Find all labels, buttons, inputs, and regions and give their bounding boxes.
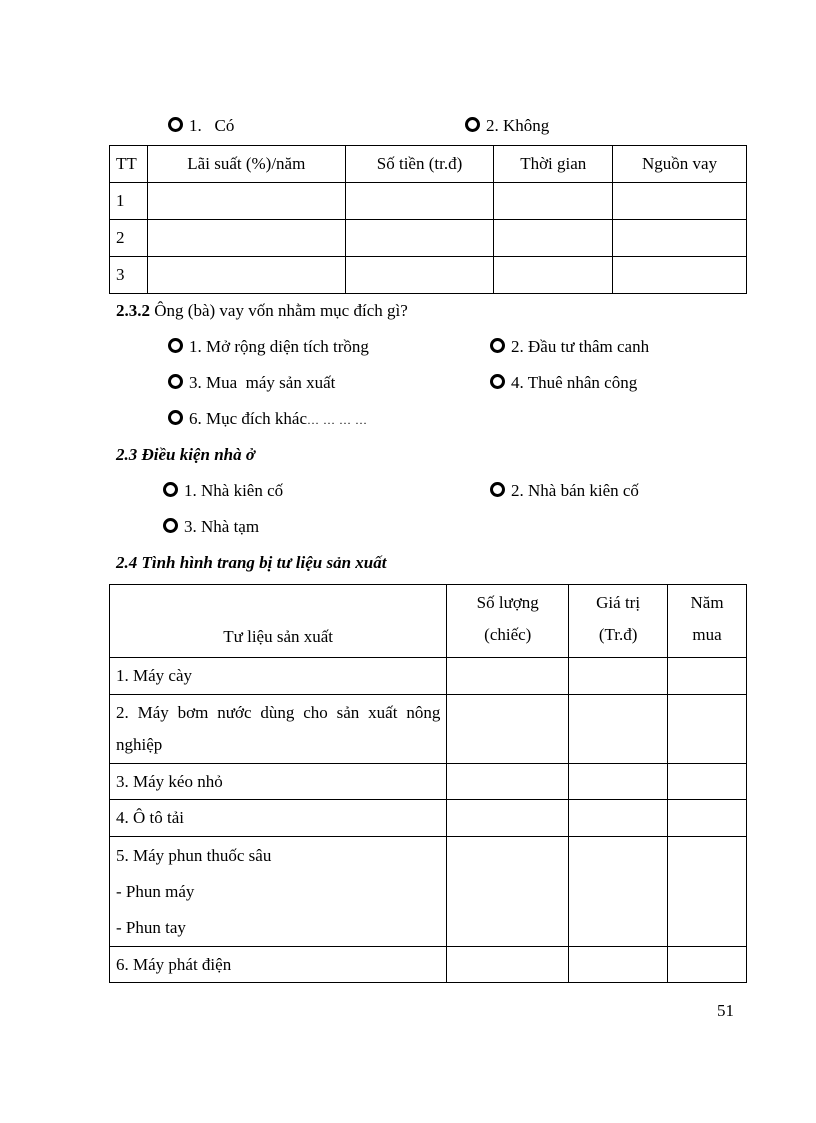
loan-table [109, 145, 747, 294]
option-loan-no[interactable] [465, 116, 549, 136]
option-label: 2. Không [486, 116, 550, 135]
cell-year[interactable] [668, 695, 747, 764]
cell-quantity[interactable] [447, 695, 569, 764]
radio-bullet-icon [163, 482, 178, 497]
cell-year[interactable] [668, 800, 747, 837]
cell-amount[interactable] [345, 183, 494, 220]
option-expand-area[interactable] [168, 337, 369, 357]
table-row [110, 257, 747, 294]
option-intensive-farming[interactable] [490, 337, 649, 357]
header-duration: Thời gian [494, 146, 613, 183]
option-label: 2. Đầu tư thâm canh [511, 337, 650, 356]
item-truck: 4. Ô tô tải [110, 800, 447, 837]
radio-bullet-icon [490, 374, 505, 389]
table-row [110, 800, 747, 837]
header-value-line2: (Tr.đ) [598, 625, 638, 644]
table-row [110, 658, 747, 695]
cell-value[interactable] [569, 837, 668, 947]
header-value-line1: Giá trị [596, 593, 641, 612]
fill-in-dots: … … … … [307, 413, 368, 427]
header-year-line1: Năm [690, 593, 724, 612]
radio-bullet-icon [490, 482, 505, 497]
cell-duration[interactable] [494, 183, 613, 220]
question-text: Ông (bà) vay vốn nhằm mục đích gì? [150, 301, 408, 320]
option-label: 2. Nhà bán kiên cố [511, 481, 639, 500]
item-sprayer [110, 837, 447, 947]
cell-interest-rate[interactable] [147, 220, 345, 257]
cell-quantity[interactable] [447, 764, 569, 800]
header-quantity-line2: (chiếc) [484, 625, 532, 644]
option-label: 1. Mở rộng diện tích trồng [189, 337, 369, 356]
header-equipment: Tư liệu sản xuất [110, 585, 447, 658]
table-row [110, 947, 747, 983]
header-amount: Số tiền (tr.đ) [345, 146, 494, 183]
cell-value[interactable] [569, 658, 668, 695]
cell-duration[interactable] [494, 257, 613, 294]
section-title-housing: 2.3 Điều kiện nhà ở [116, 445, 256, 464]
cell-loan-source[interactable] [613, 257, 747, 294]
table-row [110, 695, 747, 764]
radio-bullet-icon [465, 117, 480, 132]
option-label: 3. Mua máy sản xuất [189, 373, 336, 392]
cell-value[interactable] [569, 764, 668, 800]
option-label: 6. Mục đích khác [189, 409, 308, 428]
radio-bullet-icon [168, 374, 183, 389]
cell-quantity[interactable] [447, 658, 569, 695]
header-year-line2: mua [692, 625, 722, 644]
header-quantity [447, 585, 569, 658]
section-title-equipment: 2.4 Tình hình trang bị tư liệu sản xuất [116, 553, 387, 572]
option-hire-labor[interactable] [490, 373, 637, 393]
option-label: 1. Có [189, 116, 235, 135]
header-interest-rate: Lãi suất (%)/năm [147, 146, 345, 183]
item-sprayer-label: 5. Máy phun thuốc sâu [116, 845, 272, 865]
question-2-3-2 [116, 301, 408, 321]
header-loan-source: Nguồn vay [613, 146, 747, 183]
radio-bullet-icon [490, 338, 505, 353]
option-label: 4. Thuê nhân công [511, 373, 638, 392]
question-number: 2.3.2 [116, 301, 150, 320]
item-tractor: 1. Máy cày [110, 658, 447, 695]
cell-quantity[interactable] [447, 947, 569, 983]
item-sprayer-machine: - Phun máy [116, 881, 195, 901]
option-temporary-house[interactable] [163, 517, 259, 537]
cell-quantity[interactable] [447, 837, 569, 947]
cell-year[interactable] [668, 947, 747, 983]
radio-bullet-icon [168, 117, 183, 132]
radio-bullet-icon [168, 338, 183, 353]
row-number: 1 [110, 183, 148, 220]
option-label: 3. Nhà tạm [184, 517, 260, 536]
option-other-purpose[interactable] [168, 409, 368, 430]
cell-loan-source[interactable] [613, 220, 747, 257]
row-number: 2 [110, 220, 148, 257]
equipment-table [109, 584, 747, 983]
header-year [668, 585, 747, 658]
table-row [110, 837, 747, 947]
cell-duration[interactable] [494, 220, 613, 257]
table-row [110, 220, 747, 257]
row-number: 3 [110, 257, 148, 294]
cell-amount[interactable] [345, 257, 494, 294]
cell-interest-rate[interactable] [147, 183, 345, 220]
option-buy-machines[interactable] [168, 373, 335, 393]
item-water-pump: 2. Máy bơm nước dùng cho sản xuất nông nghiệp [110, 695, 447, 764]
radio-bullet-icon [163, 518, 178, 533]
item-generator: 6. Máy phát điện [110, 947, 447, 983]
option-semi-solid-house[interactable] [490, 481, 639, 501]
cell-year[interactable] [668, 764, 747, 800]
option-loan-yes[interactable] [168, 116, 234, 136]
table-row [110, 764, 747, 800]
item-sprayer-hand: - Phun tay [116, 917, 186, 937]
header-tt: TT [110, 146, 148, 183]
option-label: 1. Nhà kiên cố [184, 481, 284, 500]
cell-amount[interactable] [345, 220, 494, 257]
item-small-tractor: 3. Máy kéo nhỏ [110, 764, 447, 800]
cell-value[interactable] [569, 695, 668, 764]
table-header-row [110, 146, 747, 183]
cell-value[interactable] [569, 800, 668, 837]
cell-year[interactable] [668, 837, 747, 947]
page-number: 51 [717, 1001, 734, 1020]
cell-year[interactable] [668, 658, 747, 695]
table-header-row [110, 585, 747, 658]
header-quantity-line1: Số lượng [476, 593, 539, 612]
radio-bullet-icon [168, 410, 183, 425]
option-solid-house[interactable] [163, 481, 283, 501]
cell-interest-rate[interactable] [147, 257, 345, 294]
header-value [569, 585, 668, 658]
cell-value[interactable] [569, 947, 668, 983]
cell-quantity[interactable] [447, 800, 569, 837]
cell-loan-source[interactable] [613, 183, 747, 220]
table-row [110, 183, 747, 220]
